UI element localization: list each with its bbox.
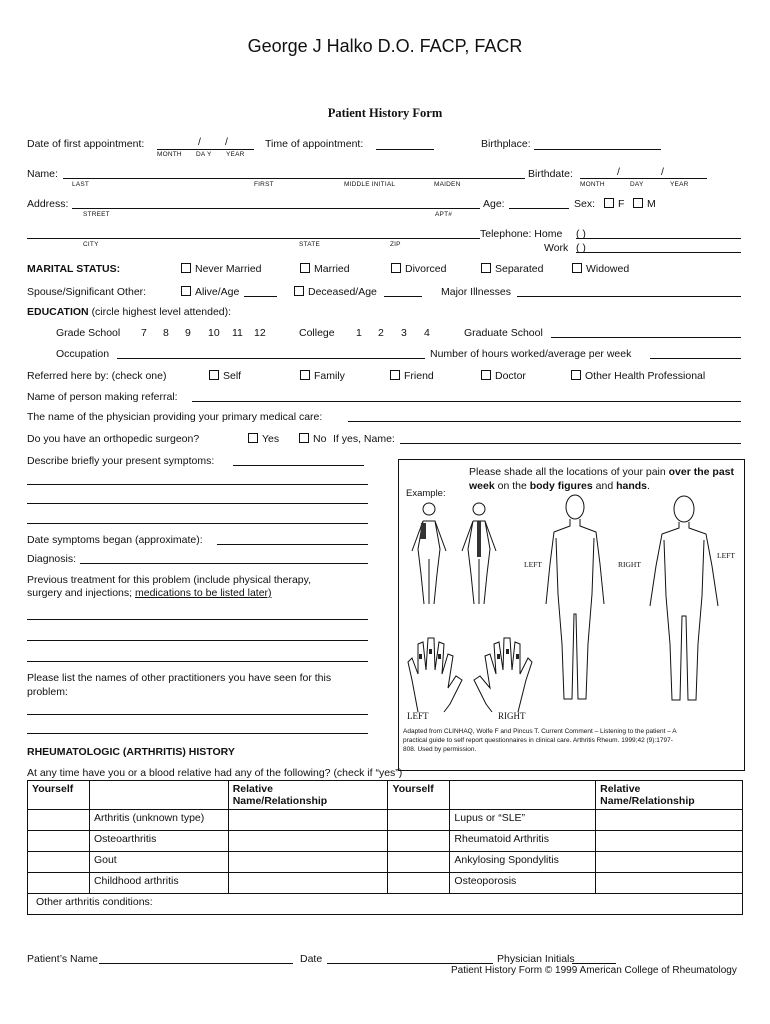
instr-text: . [647,480,650,492]
relative-header-line2: Name/Relationship [232,795,328,807]
state-caption: STATE [299,241,320,248]
date-field[interactable] [327,963,493,964]
credit-line: practical guide to self report questionnaires in clinical care. Arthritis Rheum. 1999;42 (9):1797- [403,737,673,744]
middle-caption: MIDDLE INITIAL [344,181,396,188]
college-option[interactable]: 2 [378,327,384,339]
symptoms-field[interactable] [233,465,364,466]
referral-option[interactable] [481,370,526,382]
spouse-alive-label: Alive/Age [195,286,240,298]
back-left-label: LEFT [524,560,542,569]
ortho-label: Do you have an orthopedic surgeon? [27,433,200,445]
instr-bold: body figures [529,480,593,492]
other-conditions-cell[interactable]: Other arthritis conditions: [28,894,743,915]
checkbox-icon [181,286,191,296]
yourself-cell[interactable] [388,873,450,894]
checkbox-icon [299,433,309,443]
college-label: College [299,327,335,339]
spouse-age-field[interactable] [244,296,277,297]
symptoms-began-label: Date symptoms began (approximate): [27,534,203,546]
hand-left-label: LEFT [407,711,429,721]
referral-option[interactable] [571,370,705,382]
date-sep: / [661,166,664,178]
other-practitioners-field[interactable] [27,733,368,734]
other-practitioners-label-2: problem: [27,686,68,698]
telephone-work-label: Work [544,242,569,254]
college-option[interactable]: 4 [424,327,430,339]
first-caption: FIRST [254,181,274,188]
graduate-school-field[interactable] [551,337,741,338]
referral-option[interactable] [300,370,345,382]
checkbox-icon [481,370,491,380]
referral-option[interactable] [209,370,241,382]
birthdate-field[interactable] [580,178,707,179]
checkbox-icon [294,286,304,296]
example-body-figures [404,499,504,609]
spouse-deceased-checkbox[interactable] [294,286,377,298]
ortho-no-label: No [313,433,327,445]
physician-initials-field[interactable] [572,963,616,964]
first-appointment-field[interactable] [157,149,254,150]
marital-option[interactable] [181,263,262,275]
ortho-ifyes-label: If yes, Name: [333,433,395,445]
condition-cell: Arthritis (unknown type) [89,810,228,831]
date-label: Date [300,953,323,965]
sex-label: Sex: [574,198,596,210]
condition-cell: Lupus or “SLE” [450,810,596,831]
relative-cell[interactable] [228,810,388,831]
spouse-label: Spouse/Significant Other: [27,286,147,298]
condition-cell: Rheumatoid Arthritis [450,831,596,852]
empty-header [450,781,596,810]
referral-option-label: Doctor [495,370,526,382]
relative-cell[interactable] [596,873,743,894]
table-header-row [28,781,743,810]
relative-header-line1: Relative [600,783,641,795]
hours-field[interactable] [650,358,741,359]
birthplace-field[interactable] [534,149,661,150]
primary-physician-field[interactable] [348,421,741,422]
city-state-zip-field[interactable] [27,238,480,239]
grade-option[interactable]: 11 [232,327,243,339]
checkbox-icon [390,370,400,380]
relative-cell[interactable] [596,852,743,873]
day-caption: DA Y [196,151,212,158]
yourself-cell[interactable] [28,852,90,873]
table-row [28,810,743,831]
yourself-header: Yourself [28,781,90,810]
marital-option-label: Widowed [586,263,630,275]
patient-name-field[interactable] [99,963,293,964]
maiden-caption: MAIDEN [434,181,461,188]
yourself-cell[interactable] [28,831,90,852]
left-hand-figure [404,634,466,716]
symptoms-began-field[interactable] [217,544,368,545]
birthplace-label: Birthplace: [481,138,531,150]
checkbox-icon [300,370,310,380]
occupation-field[interactable] [117,358,425,359]
yourself-header: Yourself [388,781,450,810]
table-row [28,831,743,852]
referral-option[interactable] [390,370,434,382]
sex-f-label: F [618,198,625,210]
sex-m-checkbox[interactable] [633,198,656,210]
grade-option[interactable]: 10 [208,327,220,339]
doctor-header: George J Halko D.O. FACP, FACR [247,36,523,56]
date-sep: / [225,136,228,148]
checkbox-icon [248,433,258,443]
age-label: Age: [483,198,505,210]
marital-option-label: Never Married [195,263,262,275]
major-illnesses-field[interactable] [517,296,741,297]
marital-option-label: Divorced [405,263,447,275]
date-sep: / [198,136,201,148]
marital-option[interactable] [572,263,629,275]
back-body-figure [540,494,610,706]
occupation-label: Occupation [56,348,110,360]
ortho-yes-checkbox[interactable] [248,433,279,445]
copyright-text: Patient History Form © 1999 American College of Rheumatology [451,965,737,976]
front-left-label: LEFT [717,551,735,560]
symptoms-field[interactable] [27,523,368,524]
rheum-table [27,780,743,915]
table-row [28,873,743,894]
rheum-question: At any time have you or a blood relative had any of the following? (check if “yes”) [27,767,403,779]
instr-bold: over the [668,466,710,478]
checkbox-icon [633,198,643,208]
back-right-label: RIGHT [618,560,641,569]
physician-initials-label: Physician Initials [497,953,575,965]
checkbox-icon [572,263,582,273]
deceased-age-field[interactable] [384,296,422,297]
year-caption: YEAR [670,181,689,188]
previous-treatment-label-2 [27,587,272,599]
relative-cell[interactable] [596,831,743,852]
marital-option[interactable] [300,263,350,275]
referral-option-label: Other Health Professional [585,370,706,382]
other-practitioners-label-1: Please list the names of other practitioners you have seen for this [27,672,332,684]
symptoms-label: Describe briefly your present symptoms: [27,455,215,467]
telephone-home-label: Telephone: Home [480,228,563,240]
example-label: Example: [406,488,446,499]
condition-cell: Childhood arthritis [89,873,228,894]
marital-option-label: Separated [495,263,544,275]
home-paren: ( ) [576,228,586,240]
previous-treatment-field[interactable] [27,640,368,641]
yourself-cell[interactable] [28,873,90,894]
date-sep: / [617,166,620,178]
condition-cell: Gout [89,852,228,873]
patient-name-label: Patient’s Name [27,953,99,965]
sex-f-checkbox[interactable] [604,198,624,210]
day-caption: DAY [630,181,644,188]
prev-text: surgery and injections; [27,587,135,599]
hand-right-label: RIGHT [498,711,526,721]
previous-treatment-label-1: Previous treatment for this problem (include physical therapy, [27,574,312,586]
referral-option-label: Self [223,370,242,382]
symptoms-field[interactable] [27,484,368,485]
major-illnesses-label: Major Illnesses [441,286,512,298]
pain-credit [403,727,677,754]
zip-caption: ZIP [390,241,401,248]
college-option[interactable]: 3 [401,327,407,339]
table-row [28,894,743,915]
referral-name-label: Name of person making referral: [27,391,178,403]
other-practitioners-field[interactable] [27,714,368,715]
front-body-figure [646,494,722,706]
checkbox-icon [481,263,491,273]
ortho-no-checkbox[interactable] [299,433,326,445]
yourself-cell[interactable] [388,852,450,873]
grade-school-label: Grade School [56,327,121,339]
birthdate-label: Birthdate: [528,168,573,180]
month-caption: MONTH [157,151,182,158]
yourself-cell[interactable] [388,810,450,831]
condition-cell: Osteoarthritis [89,831,228,852]
first-appointment-label: Date of first appointment: [27,138,145,150]
address-label: Address: [27,198,69,210]
city-caption: CITY [83,241,99,248]
spouse-alive-checkbox[interactable] [181,286,239,298]
previous-treatment-field[interactable] [27,661,368,662]
marital-status-label: MARITAL STATUS: [27,263,121,275]
age-field[interactable] [509,208,569,209]
previous-treatment-field[interactable] [27,619,368,620]
table-row [28,852,743,873]
diagnosis-label: Diagnosis: [27,553,77,565]
referred-label: Referred here by: (check one) [27,370,167,382]
instr-text: on the [494,480,530,492]
graduate-school-label: Graduate School [464,327,543,339]
hours-label: Number of hours worked/average per week [430,348,632,360]
yourself-cell[interactable] [28,810,90,831]
marital-option-label: Married [314,263,350,275]
relative-header-line1: Relative [232,783,273,795]
address-field[interactable] [72,208,480,209]
checkbox-icon [300,263,310,273]
referral-option-label: Family [314,370,345,382]
checkbox-icon [604,198,614,208]
checkbox-icon [181,263,191,273]
grade-option[interactable]: 7 [141,327,147,339]
sex-m-label: M [647,198,656,210]
spouse-deceased-label: Deceased/Age [308,286,377,298]
checkbox-icon [571,370,581,380]
year-caption: YEAR [226,151,245,158]
checkbox-icon [209,370,219,380]
home-phone-field[interactable] [576,238,741,239]
checkbox-icon [391,263,401,273]
college-option[interactable]: 1 [356,327,362,339]
street-caption: STREET [83,211,110,218]
marital-option[interactable] [481,263,543,275]
rheum-history-title: RHEUMATOLOGIC (ARTHRITIS) HISTORY [27,746,235,758]
name-label: Name: [27,168,58,180]
grade-option[interactable]: 12 [254,327,266,339]
time-field[interactable] [376,149,434,150]
empty-header [89,781,228,810]
education-hint: (circle highest level attended): [91,306,232,318]
diagnosis-field[interactable] [80,563,368,564]
name-field[interactable] [63,178,525,179]
ortho-yes-label: Yes [262,433,280,445]
work-paren: ( ) [576,242,586,254]
referral-name-field[interactable] [192,401,741,402]
ortho-name-field[interactable] [400,443,741,444]
pain-instructions [469,465,735,493]
prev-underlined: medications to be listed later) [134,587,272,599]
relative-cell[interactable] [228,831,388,852]
right-hand-figure [470,634,538,716]
primary-physician-label: The name of the physician providing your primary medical care: [27,411,323,423]
relative-cell[interactable] [596,810,743,831]
condition-cell: Osteoporosis [450,873,596,894]
grade-option[interactable]: 8 [163,327,169,339]
work-phone-field[interactable] [576,252,741,253]
grade-option[interactable]: 9 [185,327,191,339]
instr-bold: hands [616,480,648,492]
education-label: EDUCATION [27,306,89,318]
condition-cell: Ankylosing Spondylitis [450,852,596,873]
credit-line: Adapted from CLINHAQ, Wolfe F and Pincus T. Current Comment – Listening to the patient – A [403,728,677,735]
relative-header [596,781,743,810]
yourself-cell[interactable] [388,831,450,852]
relative-cell[interactable] [228,852,388,873]
marital-option[interactable] [391,263,446,275]
instr-bold: past week [469,466,735,492]
last-caption: LAST [72,181,90,188]
time-label: Time of appointment: [265,138,364,150]
apt-caption: APT# [435,211,453,218]
education-heading [27,306,231,318]
relative-cell[interactable] [228,873,388,894]
symptoms-field[interactable] [27,503,368,504]
month-caption: MONTH [580,181,605,188]
form-title: Patient History Form [327,106,443,120]
instr-text: Please shade all the locations of your pain [469,466,669,478]
relative-header [228,781,388,810]
relative-header-line2: Name/Relationship [600,795,695,807]
credit-line: 808. Used by permission. [403,746,477,753]
referral-option-label: Friend [404,370,434,382]
instr-text: and [592,480,617,492]
